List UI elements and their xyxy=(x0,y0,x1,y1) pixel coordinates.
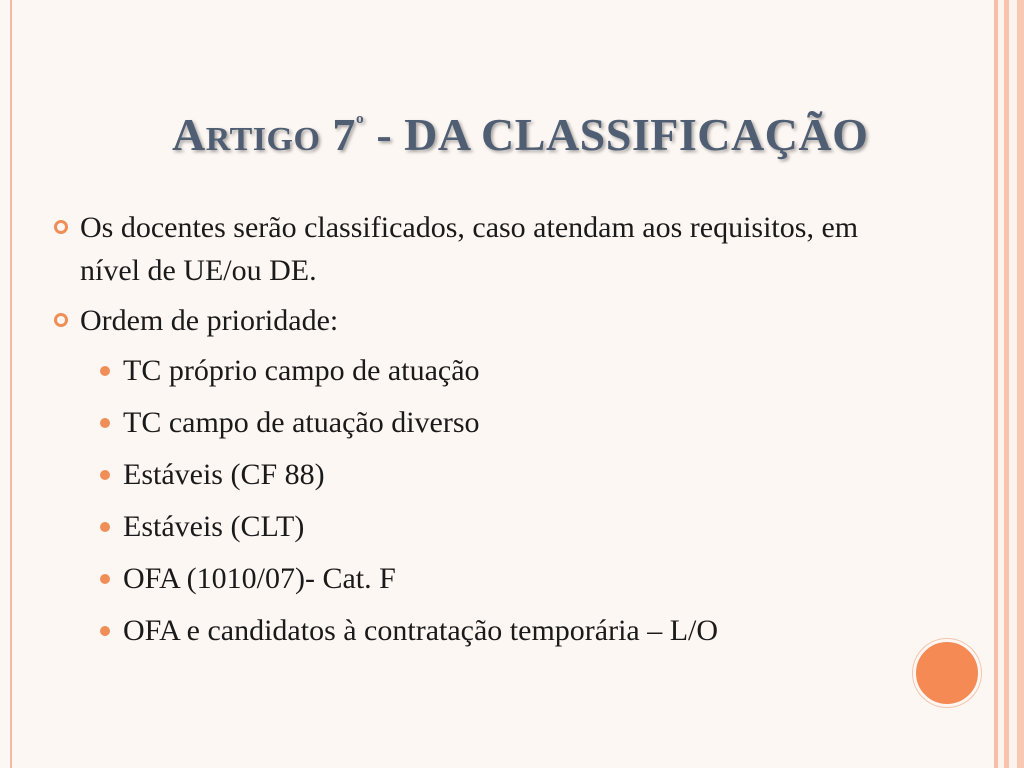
sub-bullet-text: Estáveis (CF 88) xyxy=(123,458,325,491)
bullet-item xyxy=(52,206,912,292)
dot-bullet-icon xyxy=(100,626,110,636)
title-initial: A xyxy=(172,109,206,160)
bullet-item xyxy=(52,299,912,342)
decorative-circle xyxy=(913,639,981,707)
bullet-text: Os docentes serão classificados, caso atendam aos requisitos, em nível de UE/ou DE. xyxy=(80,211,859,287)
sub-bullet-item xyxy=(52,609,912,652)
sub-bullet-item xyxy=(52,453,912,496)
sub-bullet-item xyxy=(52,401,912,444)
sub-bullet-item xyxy=(52,349,912,392)
sub-bullet-text: OFA e candidatos à contratação temporária – L/O xyxy=(123,614,719,647)
ring-bullet-icon xyxy=(54,313,68,327)
title-smallcaps: RTIGO xyxy=(205,121,321,158)
sub-bullet-text: TC campo de atuação diverso xyxy=(123,406,480,439)
dot-bullet-icon xyxy=(100,418,110,428)
dot-bullet-icon xyxy=(100,522,110,532)
right-frame-stripes xyxy=(994,0,1024,768)
dot-bullet-icon xyxy=(100,366,110,376)
sub-bullet-item xyxy=(52,557,912,600)
sub-bullet-text: OFA (1010/07)- Cat. F xyxy=(123,562,396,595)
title-ordinal: º xyxy=(355,111,365,138)
stripe xyxy=(1009,0,1017,768)
slide-body xyxy=(52,206,912,661)
stripe xyxy=(1017,0,1024,768)
ring-bullet-icon xyxy=(54,220,68,234)
dot-bullet-icon xyxy=(100,574,110,584)
bullet-text: Ordem de prioridade: xyxy=(80,304,339,337)
title-rest: - DA CLASSIFICAÇÃO xyxy=(364,109,869,160)
sub-bullet-item xyxy=(52,505,912,548)
slide-title xyxy=(172,108,952,161)
sub-bullet-text: TC próprio campo de atuação xyxy=(123,354,480,387)
title-number: 7 xyxy=(332,109,356,160)
dot-bullet-icon xyxy=(100,470,110,480)
left-frame-border xyxy=(0,0,12,768)
sub-bullet-text: Estáveis (CLT) xyxy=(123,510,305,543)
